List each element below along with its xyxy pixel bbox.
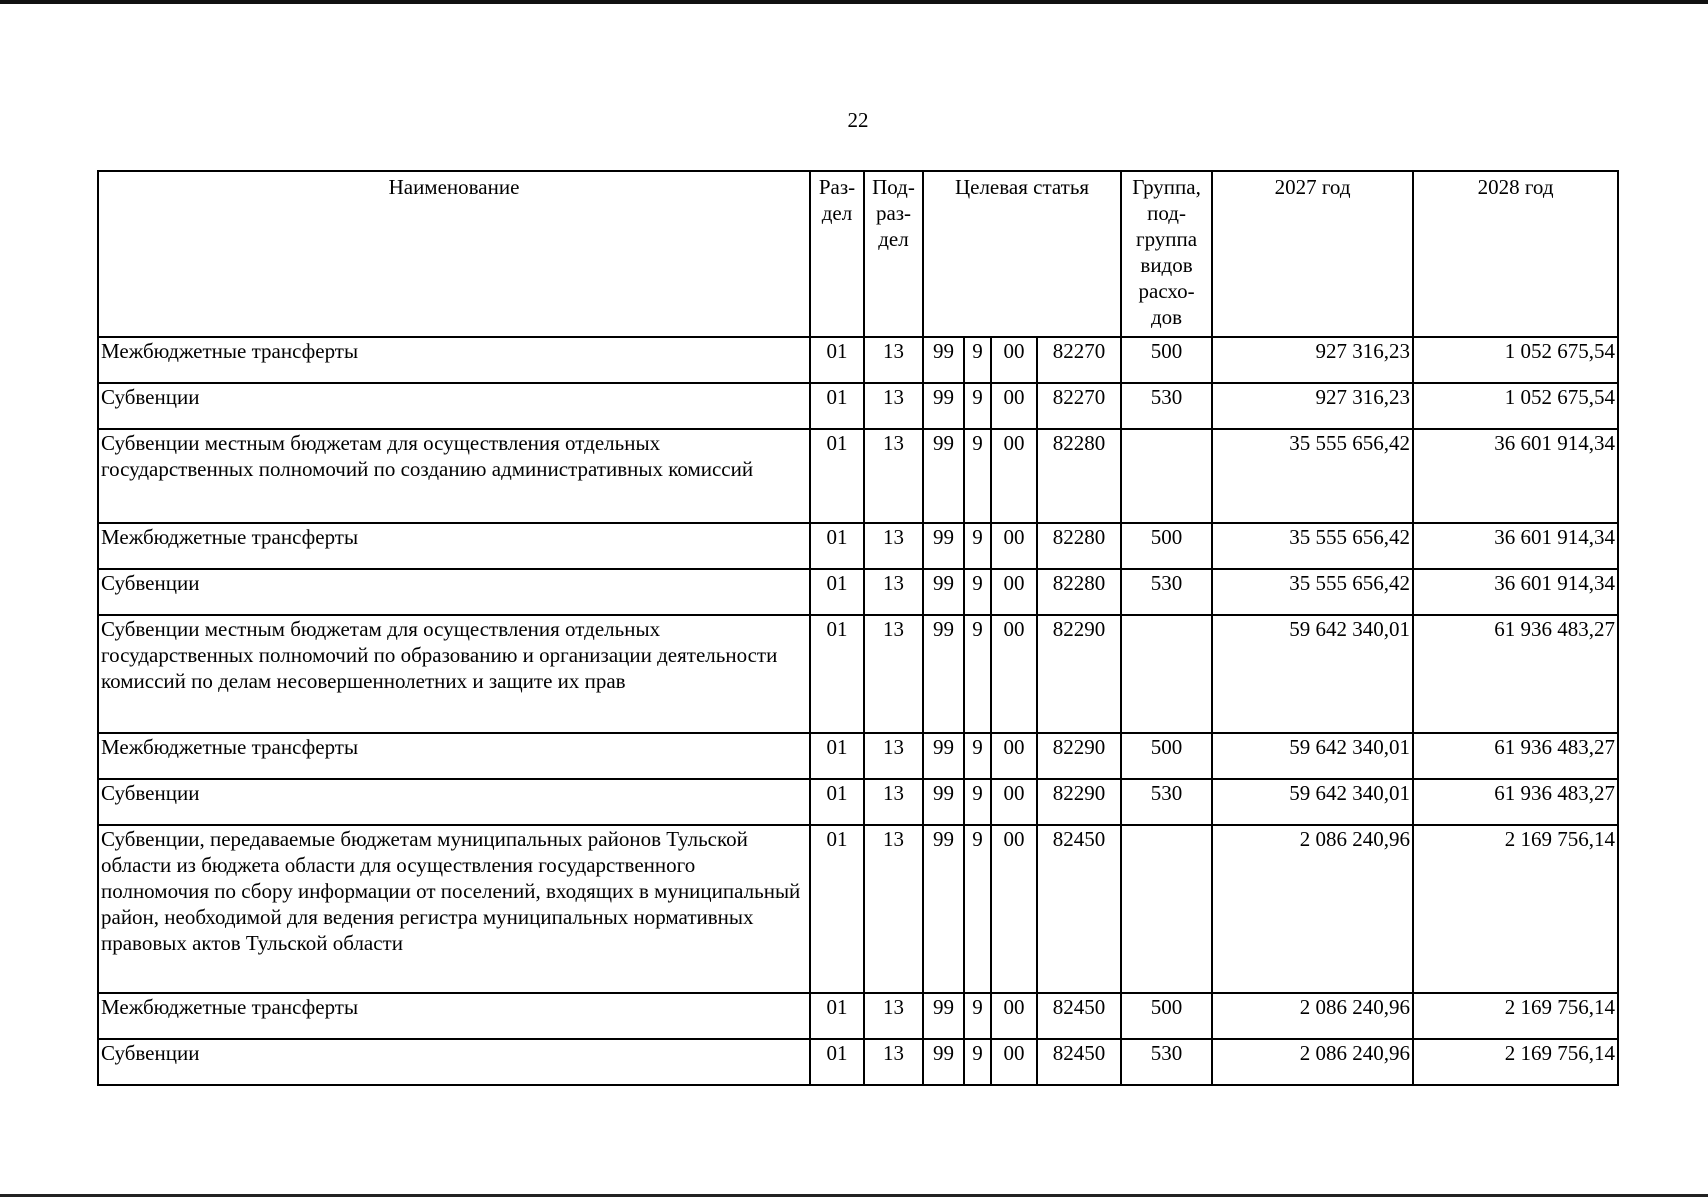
row-program: 99: [923, 1039, 964, 1085]
row-expense-group: [1121, 825, 1212, 993]
row-section: 01: [810, 733, 864, 779]
row-subsection: 13: [864, 337, 923, 383]
row-amount-2027: 2 086 240,96: [1212, 825, 1413, 993]
table-row: [98, 383, 1618, 429]
row-subsection: 13: [864, 615, 923, 733]
row-program: 99: [923, 825, 964, 993]
top-border-line: [0, 0, 1708, 4]
row-amount-2027: 59 642 340,01: [1212, 733, 1413, 779]
row-amount-2027: 59 642 340,01: [1212, 779, 1413, 825]
row-program: 99: [923, 383, 964, 429]
row-name: Субвенции, передаваемые бюджетам муниципальных районов Тульской области из бюджета области для осуществления государственного полномочия по сбору информации от поселений, входящих в муниципальный район, необходимой для ведения регистра муниципальных нормативных правовых актов Тульской области: [98, 825, 810, 993]
row-section: 01: [810, 429, 864, 523]
row-event: 00: [991, 429, 1037, 523]
row-name: Субвенции: [98, 779, 810, 825]
row-subprogram: 9: [964, 733, 991, 779]
row-section: 01: [810, 825, 864, 993]
row-amount-2027: 35 555 656,42: [1212, 569, 1413, 615]
row-subprogram: 9: [964, 337, 991, 383]
row-program: 99: [923, 733, 964, 779]
row-subsection: 13: [864, 825, 923, 993]
row-subprogram: 9: [964, 569, 991, 615]
table-row: [98, 337, 1618, 383]
header-2028: 2028 год: [1413, 171, 1618, 337]
row-direction: 82450: [1037, 1039, 1121, 1085]
row-name: Субвенции: [98, 383, 810, 429]
row-event: 00: [991, 779, 1037, 825]
row-subsection: 13: [864, 993, 923, 1039]
row-event: 00: [991, 569, 1037, 615]
row-event: 00: [991, 825, 1037, 993]
header-expense-group: Группа, под- группа видов расхо- дов: [1121, 171, 1212, 337]
row-subsection: 13: [864, 569, 923, 615]
row-direction: 82270: [1037, 337, 1121, 383]
row-amount-2027: 2 086 240,96: [1212, 993, 1413, 1039]
row-subsection: 13: [864, 1039, 923, 1085]
row-amount-2028: 2 169 756,14: [1413, 993, 1618, 1039]
row-direction: 82280: [1037, 429, 1121, 523]
table-row: [98, 733, 1618, 779]
row-amount-2027: 35 555 656,42: [1212, 429, 1413, 523]
row-section: 01: [810, 523, 864, 569]
header-section: Раз- дел: [810, 171, 864, 337]
row-amount-2027: 927 316,23: [1212, 337, 1413, 383]
row-section: 01: [810, 1039, 864, 1085]
row-subprogram: 9: [964, 383, 991, 429]
row-amount-2028: 61 936 483,27: [1413, 615, 1618, 733]
row-direction: 82290: [1037, 615, 1121, 733]
row-subprogram: 9: [964, 523, 991, 569]
row-section: 01: [810, 569, 864, 615]
row-expense-group: [1121, 615, 1212, 733]
row-event: 00: [991, 993, 1037, 1039]
row-event: 00: [991, 523, 1037, 569]
row-amount-2028: 36 601 914,34: [1413, 523, 1618, 569]
row-section: 01: [810, 337, 864, 383]
budget-table: [97, 170, 1619, 1086]
row-subsection: 13: [864, 779, 923, 825]
row-expense-group: 530: [1121, 383, 1212, 429]
header-subsection: Под- раз- дел: [864, 171, 923, 337]
header-name: Наименование: [98, 171, 810, 337]
row-event: 00: [991, 383, 1037, 429]
row-direction: 82450: [1037, 993, 1121, 1039]
row-name: Субвенции: [98, 1039, 810, 1085]
row-amount-2027: 927 316,23: [1212, 383, 1413, 429]
row-event: 00: [991, 733, 1037, 779]
row-expense-group: [1121, 429, 1212, 523]
row-section: 01: [810, 383, 864, 429]
row-direction: 82280: [1037, 569, 1121, 615]
row-event: 00: [991, 1039, 1037, 1085]
table-row: [98, 523, 1618, 569]
row-expense-group: 500: [1121, 337, 1212, 383]
row-name: Межбюджетные трансферты: [98, 733, 810, 779]
row-program: 99: [923, 337, 964, 383]
header-2027: 2027 год: [1212, 171, 1413, 337]
table-row: [98, 993, 1618, 1039]
row-amount-2028: 36 601 914,34: [1413, 429, 1618, 523]
row-name: Межбюджетные трансферты: [98, 337, 810, 383]
row-amount-2028: 2 169 756,14: [1413, 825, 1618, 993]
table-row: [98, 429, 1618, 523]
row-name: Субвенции местным бюджетам для осуществления отдельных государственных полномочий по образованию и организации деятельности комиссий по делам несовершеннолетних и защите их прав: [98, 615, 810, 733]
row-expense-group: 530: [1121, 779, 1212, 825]
row-amount-2027: 2 086 240,96: [1212, 1039, 1413, 1085]
row-subsection: 13: [864, 523, 923, 569]
row-program: 99: [923, 429, 964, 523]
row-program: 99: [923, 569, 964, 615]
row-subprogram: 9: [964, 1039, 991, 1085]
row-amount-2028: 61 936 483,27: [1413, 779, 1618, 825]
row-name: Субвенции местным бюджетам для осуществления отдельных государственных полномочий по созданию административных комиссий: [98, 429, 810, 523]
table-row: [98, 615, 1618, 733]
row-direction: 82290: [1037, 779, 1121, 825]
table-row: [98, 1039, 1618, 1085]
row-expense-group: 500: [1121, 993, 1212, 1039]
table-row: [98, 825, 1618, 993]
row-expense-group: 530: [1121, 569, 1212, 615]
row-name: Межбюджетные трансферты: [98, 993, 810, 1039]
row-subsection: 13: [864, 733, 923, 779]
row-event: 00: [991, 615, 1037, 733]
row-section: 01: [810, 779, 864, 825]
row-expense-group: 500: [1121, 523, 1212, 569]
row-direction: 82290: [1037, 733, 1121, 779]
row-program: 99: [923, 779, 964, 825]
row-section: 01: [810, 615, 864, 733]
row-section: 01: [810, 993, 864, 1039]
row-expense-group: 530: [1121, 1039, 1212, 1085]
row-program: 99: [923, 523, 964, 569]
row-amount-2028: 61 936 483,27: [1413, 733, 1618, 779]
row-subprogram: 9: [964, 825, 991, 993]
row-amount-2027: 35 555 656,42: [1212, 523, 1413, 569]
row-event: 00: [991, 337, 1037, 383]
row-name: Субвенции: [98, 569, 810, 615]
bottom-border-line: [0, 1194, 1708, 1197]
row-subsection: 13: [864, 429, 923, 523]
table-header: [98, 171, 1618, 337]
table-row: [98, 779, 1618, 825]
row-program: 99: [923, 615, 964, 733]
row-amount-2028: 36 601 914,34: [1413, 569, 1618, 615]
page-number: 22: [847, 108, 869, 132]
row-subprogram: 9: [964, 429, 991, 523]
row-amount-2028: 2 169 756,14: [1413, 1039, 1618, 1085]
row-name: Межбюджетные трансферты: [98, 523, 810, 569]
row-direction: 82270: [1037, 383, 1121, 429]
row-amount-2028: 1 052 675,54: [1413, 383, 1618, 429]
row-amount-2027: 59 642 340,01: [1212, 615, 1413, 733]
row-direction: 82450: [1037, 825, 1121, 993]
row-subprogram: 9: [964, 615, 991, 733]
table-row: [98, 569, 1618, 615]
row-amount-2028: 1 052 675,54: [1413, 337, 1618, 383]
row-subprogram: 9: [964, 993, 991, 1039]
row-program: 99: [923, 993, 964, 1039]
row-subprogram: 9: [964, 779, 991, 825]
row-direction: 82280: [1037, 523, 1121, 569]
row-subsection: 13: [864, 383, 923, 429]
row-expense-group: 500: [1121, 733, 1212, 779]
header-target-article: Целевая статья: [923, 171, 1121, 337]
